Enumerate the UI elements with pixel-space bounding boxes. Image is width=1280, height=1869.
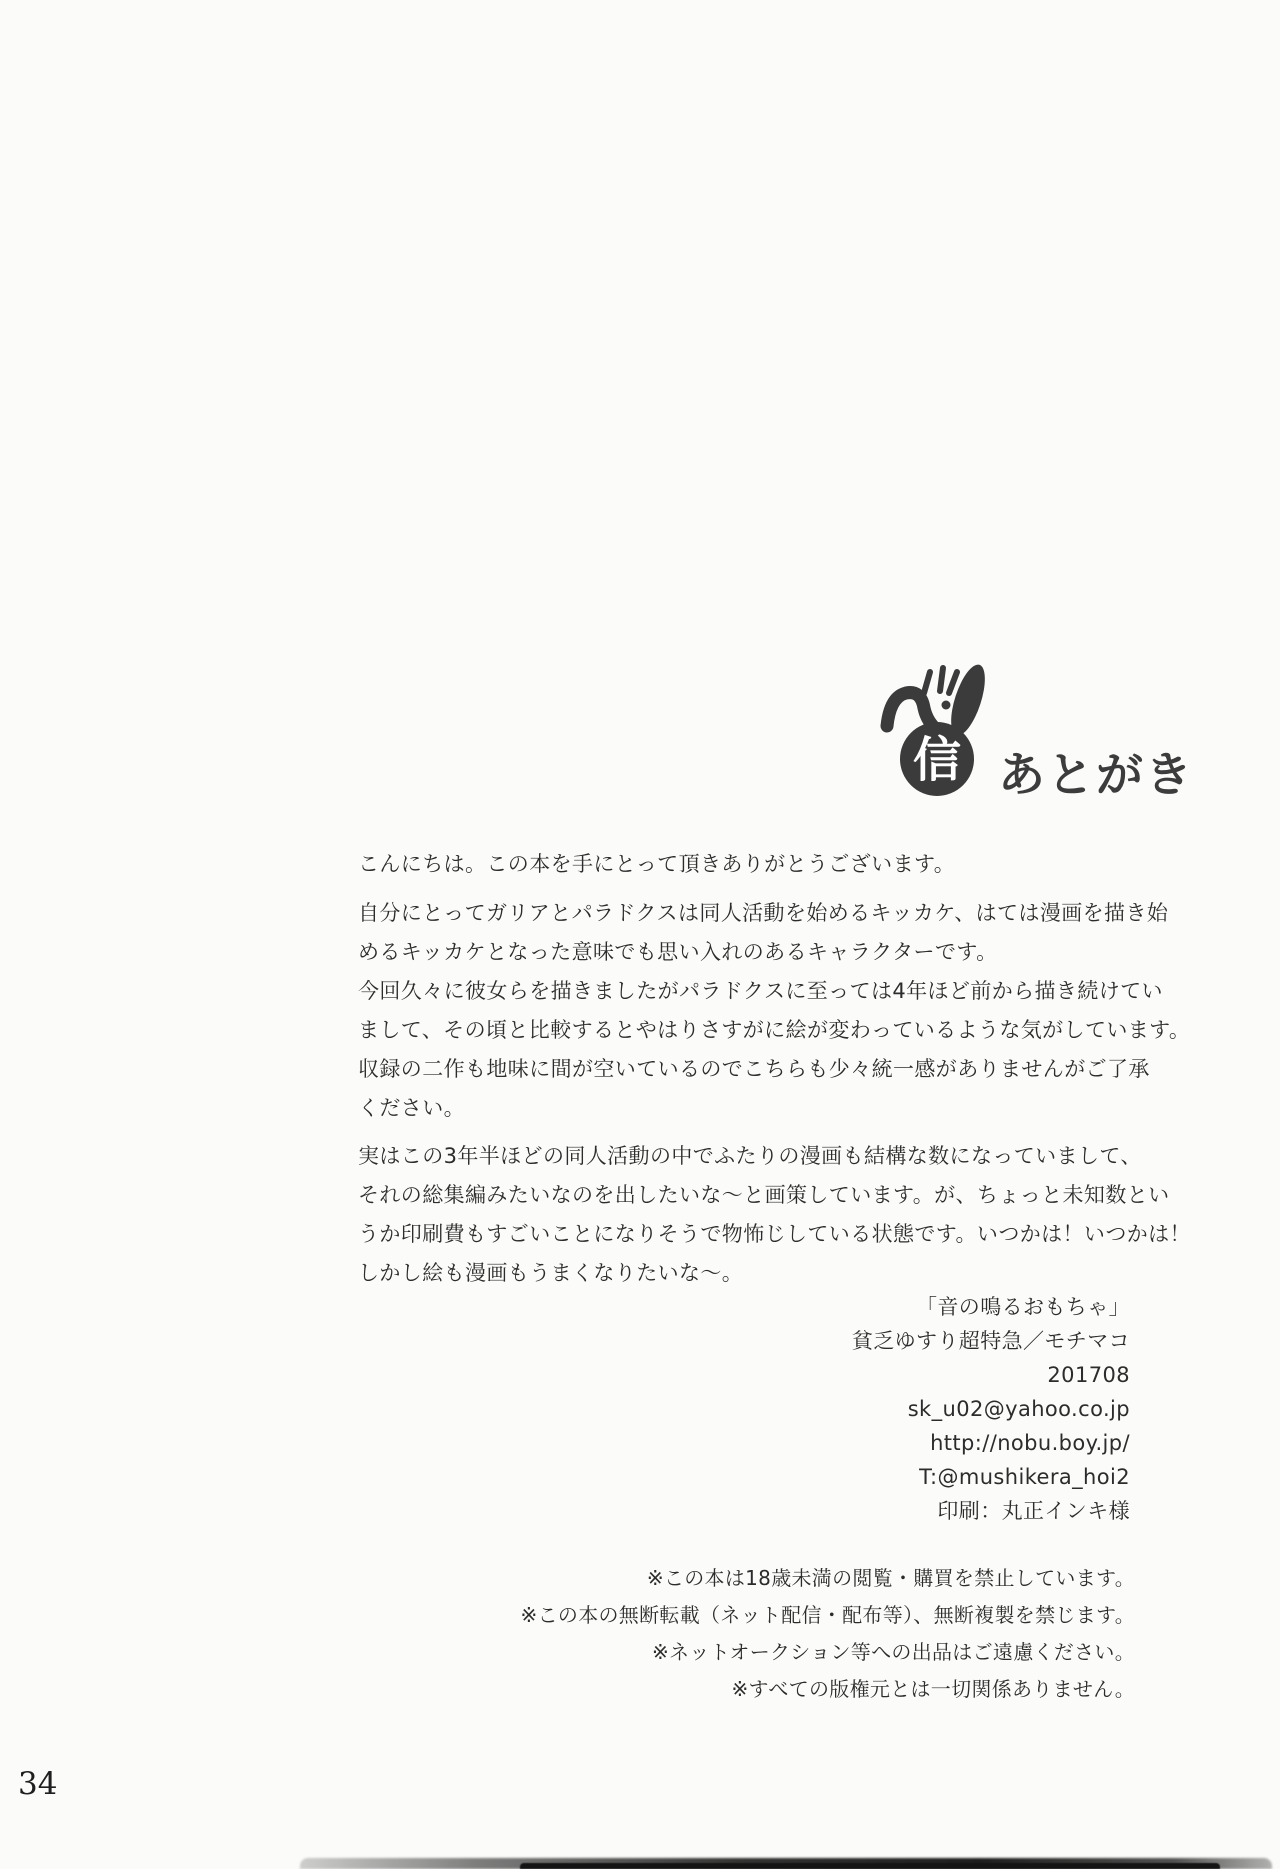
credit-line: 印刷：丸正インキ様 — [937, 1499, 1130, 1523]
credits-block — [852, 1290, 1130, 1528]
notice-line: ※この本は18歳未満の閲覧・購買を禁止しています。 — [646, 1566, 1135, 1590]
text-line: 自分にとってガリアとパラドクスは同人活動を始めるキッカケ、はては漫画を描き始 — [358, 901, 1169, 925]
afterword-body — [358, 845, 1191, 1293]
credit-line: T:@mushikera_hoi2 — [919, 1465, 1130, 1489]
notice-line: ※すべての版権元とは一切関係ありません。 — [731, 1677, 1135, 1701]
greeting-line: こんにちは。この本を手にとって頂きありがとうございます。 — [358, 852, 956, 876]
text-line: 今回久々に彼女らを描きましたがパラドクスに至っては4年ほど前から描き続けてい — [358, 979, 1163, 1003]
afterword-paragraph-1 — [358, 894, 1191, 1128]
credit-line: 「音の鳴るおもちゃ」 — [916, 1295, 1130, 1319]
logo-badge-char: 信 — [912, 732, 962, 788]
scan-artifact-core — [520, 1863, 1220, 1869]
speed-dot — [942, 701, 951, 710]
notice-line: ※この本の無断転載（ネット配信・配布等）、無断複製を禁じます。 — [520, 1603, 1135, 1627]
notice-line: ※ネットオークション等への出品はご遠慮ください。 — [652, 1640, 1135, 1664]
text-line: 収録の二作も地味に間が空いているのでこちらも少々統一感がありませんがご了承 — [358, 1057, 1150, 1081]
text-line: めるキッカケとなった意味でも思い入れのあるキャラクターです。 — [358, 940, 998, 964]
text-line: まして、その頃と比較するとやはりさすがに絵が変わっているような気がしています。 — [358, 1018, 1191, 1042]
afterword-header — [880, 660, 1200, 803]
credit-line: 貧乏ゆすり超特急／モチマコ — [851, 1329, 1130, 1353]
credit-line: sk_u02@yahoo.co.jp — [907, 1397, 1130, 1421]
afterword-title: あとがき — [998, 748, 1194, 803]
credit-line: http://nobu.boy.jp/ — [930, 1431, 1130, 1455]
text-line: ください。 — [358, 1096, 465, 1120]
rabbit-stamp-icon — [880, 660, 998, 798]
speed-lines-icon — [924, 668, 957, 693]
text-line: うか印刷費もすごいことになりそうで物怖じしている状態です。いつかは！いつかは！ — [358, 1222, 1191, 1246]
notices-block — [521, 1560, 1135, 1708]
credit-line: 201708 — [1047, 1363, 1130, 1387]
afterword-paragraph-2 — [358, 1137, 1191, 1293]
text-line: 実はこの3年半ほどの同人活動の中でふたりの漫画も結構な数になっていまして、 — [358, 1144, 1142, 1168]
text-line: しかし絵も漫画もうまくなりたいな～。 — [358, 1261, 744, 1285]
page-number: 34 — [18, 1766, 58, 1802]
text-line: それの総集編みたいなのを出したいな～と画策しています。が、ちょっと未知数とい — [358, 1183, 1170, 1207]
